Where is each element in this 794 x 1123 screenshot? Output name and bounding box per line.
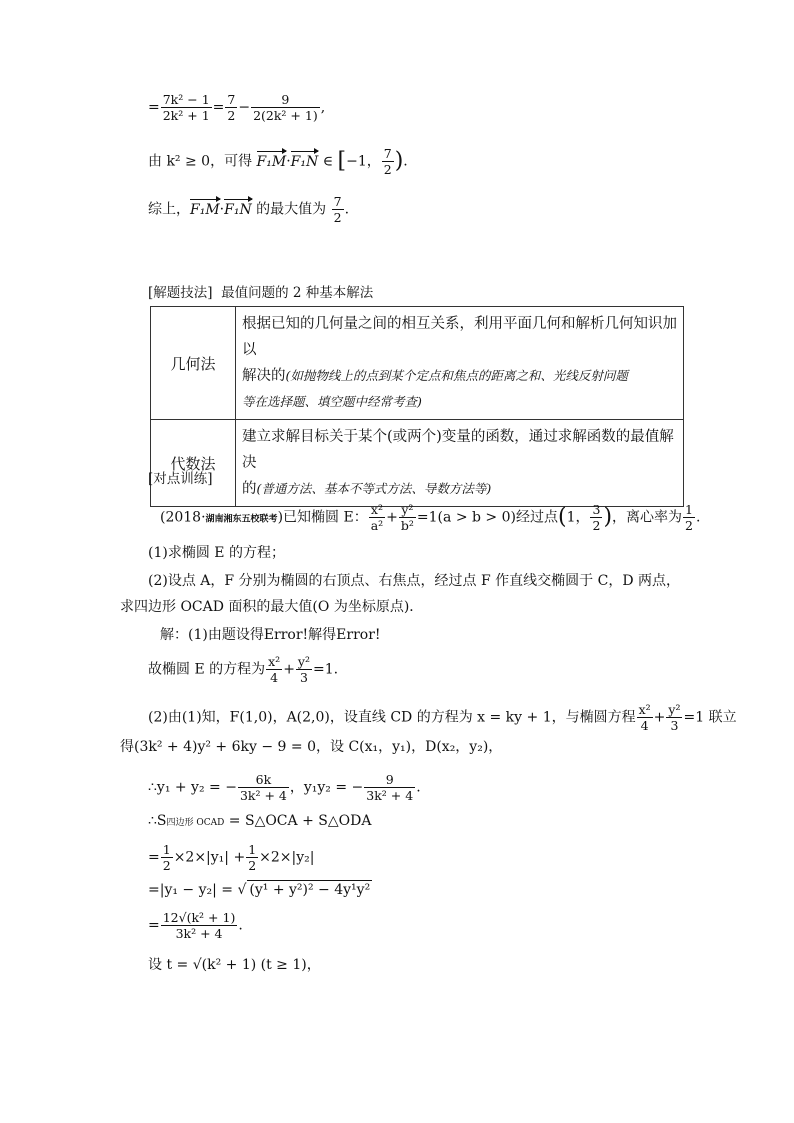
- right-paren: ): [603, 504, 613, 530]
- solution-line: [148, 880, 372, 899]
- equals-sign: =: [212, 99, 225, 116]
- equation-line-1: [148, 92, 325, 123]
- fraction: $\frac{\text{x²}}{\text{a²}}$: [370, 502, 384, 533]
- fraction: $\frac{\text{x²}}{4}$: [268, 654, 281, 685]
- fraction: $\frac{1}{2}$: [162, 842, 171, 873]
- solution-line: 设 t = √(k² + 1) (t ≥ 1)，: [148, 957, 321, 973]
- vector-f1n: F₁N: [224, 201, 252, 218]
- text-run: ∴y₁ + y₂ = −: [148, 779, 237, 796]
- equals-sign: =: [148, 849, 160, 866]
- description-text: 根据已知的几何量之间的相互关系，利用平面几何和解析几何知识加以: [242, 316, 677, 358]
- left-paren: (: [557, 504, 567, 530]
- text-run: (2)由(1)知，F(1,0)，A(2,0)，设直线 CD 的方程为 x = ky + 1，与椭圆方程: [148, 709, 636, 726]
- punctuation: .: [695, 509, 701, 526]
- solution-line: [148, 812, 371, 832]
- fraction: $\frac{\text{y²}}{3}$: [297, 654, 310, 685]
- fraction: $\frac{\text{y²}}{\text{b²}}$: [400, 502, 414, 533]
- solution-line: 得(3k² + 4)y² + 6ky − 9 = 0，设 C(x₁，y₁)，D(x₂，y₂)，: [120, 739, 503, 755]
- equals-sign: =: [148, 99, 160, 116]
- description-text: 的: [242, 481, 257, 497]
- subscript: 四边形 OCAD: [166, 818, 225, 828]
- description-text: 解决的: [242, 368, 286, 384]
- text-run: = S△OCA + S△ODA: [224, 813, 372, 829]
- interval-lower: −1，: [346, 153, 381, 170]
- vector-f1m: F₁M: [256, 153, 287, 170]
- problem-statement: [160, 502, 700, 533]
- question-2-cont: 求四边形 OCAD 面积的最大值(O 为坐标原点)．: [120, 599, 424, 615]
- minus-sign: −: [238, 99, 251, 116]
- text-run: ，离心率为: [612, 509, 683, 526]
- description-note: (如抛物线上的点到某个定点和焦点的距离之和、光线反射问题: [285, 368, 628, 383]
- tip-header: [148, 284, 373, 302]
- practice-header: [148, 470, 213, 488]
- text-run: =1(a > b > 0)经过点: [416, 509, 558, 526]
- fraction: $\frac{1}{2}$: [685, 502, 693, 533]
- text-run: ∴S: [148, 813, 167, 829]
- punctuation: .: [344, 201, 350, 218]
- source-label: 湖南湘东五校联考: [205, 514, 278, 525]
- radical-sign: √: [237, 882, 247, 898]
- right-paren: ): [394, 148, 404, 174]
- question-1: (1)求椭圆 E 的方程；: [148, 545, 285, 561]
- practice-tag: [对点训练]: [148, 471, 213, 487]
- text-run: 由 k² ≥ 0，可得: [148, 153, 257, 170]
- solution-line: [148, 772, 421, 803]
- text-run: 的最大值为: [251, 201, 331, 218]
- text-run: =|y₁ − y₂| =: [148, 882, 238, 898]
- left-bracket: [: [337, 148, 347, 174]
- dot-operator: ·: [219, 201, 225, 218]
- vector-f1m: F₁M: [190, 201, 220, 218]
- description-cell: [236, 307, 684, 420]
- description-cell: [236, 420, 684, 507]
- method-cell: 几何法: [151, 307, 236, 420]
- text-run: ×2×|y₂|: [259, 849, 315, 866]
- fraction: $\frac{1}{2}$: [248, 842, 257, 873]
- vector-f1n: F₁N: [290, 153, 319, 170]
- text-run: (2018·: [160, 509, 206, 526]
- fraction: $\frac{\text{12√(k² + 1)}}{\text{3k² + 4}}$: [162, 910, 236, 941]
- text-run: =1.: [313, 661, 339, 678]
- plus-sign: +: [386, 509, 398, 526]
- fraction: $\frac{6k}{\text{3k² + 4}}$: [239, 772, 287, 803]
- description-text: 建立求解目标关于某个(或两个)变量的函数，通过求解函数的最值解决: [242, 429, 674, 471]
- text-run: 综上，: [148, 201, 190, 218]
- description-note: (普通方法、基本不等式方法、导数方法等): [256, 481, 492, 496]
- punctuation: .: [238, 917, 243, 934]
- dot-operator: ·: [286, 153, 291, 170]
- fraction: $\frac{7}{2}$: [383, 146, 392, 177]
- table-row: [151, 420, 684, 507]
- tip-title: 最值问题的 2 种基本解法: [221, 285, 374, 301]
- element-of-sign: ∈: [318, 153, 338, 170]
- punctuation: .: [416, 779, 421, 796]
- solution-line: 解：(1)由题设得Error!解得Error!: [160, 627, 381, 643]
- equation-line-2: [148, 146, 408, 177]
- tip-tag: [解题技法]: [148, 285, 213, 301]
- point-x: 1，: [566, 509, 590, 526]
- text-run: ，y₁y₂ = −: [289, 779, 364, 796]
- punctuation: ,: [320, 99, 326, 116]
- method-table: [150, 306, 684, 507]
- radicand: (y¹ + y²)² − 4y¹y²: [249, 882, 371, 898]
- text-run: )已知椭圆 E：: [277, 509, 368, 526]
- fraction: $\frac{7}{2}$: [333, 194, 342, 225]
- fraction: $\frac{9}{\text{3k² + 4}}$: [366, 772, 414, 803]
- punctuation: .: [403, 153, 408, 170]
- text-run: ×2×|y₁| +: [173, 849, 246, 866]
- text-run: =1 联立: [683, 709, 737, 726]
- table-row: [151, 307, 684, 420]
- solution-line: [148, 654, 338, 685]
- fraction: $\frac{3}{2}$: [592, 502, 601, 533]
- fraction: $\frac{\text{7k² − 1}}{\text{2k² + 1}}$: [162, 92, 210, 123]
- solution-line: [148, 842, 314, 873]
- solution-line: [148, 910, 243, 941]
- plus-sign: +: [283, 661, 295, 678]
- method-cell: 代数法: [151, 420, 236, 507]
- conclusion-line: [148, 194, 349, 225]
- fraction: $\frac{7}{2}$: [227, 92, 236, 123]
- text-run: 故椭圆 E 的方程为: [148, 661, 266, 678]
- plus-sign: +: [653, 709, 666, 726]
- solution-line: [148, 702, 737, 733]
- equals-sign: =: [148, 917, 160, 934]
- description-note: 等在选择题、填空题中经常考查): [242, 394, 422, 409]
- fraction: $\frac{\text{y²}}{3}$: [668, 702, 681, 733]
- fraction: $\frac{\text{x²}}{4}$: [638, 702, 651, 733]
- fraction: $\frac{9}{\text{2(2k² + 1)}}$: [253, 92, 318, 123]
- question-2: (2)设点 A，F 分别为椭圆的右顶点、右焦点，经过点 F 作直线交椭圆于 C，D 两点，: [148, 573, 681, 589]
